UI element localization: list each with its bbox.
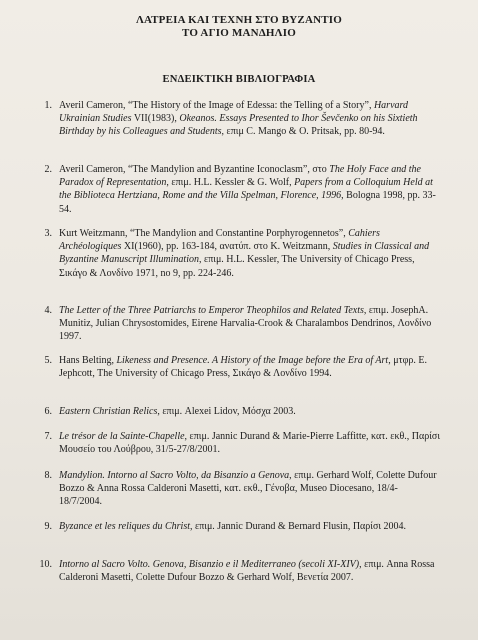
entry-text (59, 163, 440, 216)
entry-text-segment: , επιμ. JosephA. Munitiz, Julian Chrysostomides, Eirene Harvalia-Crook & Charalambos Dendrinos, Λονδίνο 1997. (59, 305, 432, 343)
entry-text-segment: , επιμ. Alexei Lidov, Μόσχα 2003. (157, 406, 296, 417)
entry-number: 6. (44, 406, 52, 417)
entry-title-italic: Harvard Ukrainian Studies (59, 100, 409, 125)
entry-text-segment: , επιμ. Gerhard Wolf, Colette Dufour Bozzo & Anna Rossa Calderoni Masetti, κατ. εκθ., Γένοβα, Museo Diocesano, 18/4-18/7/2004. (59, 470, 437, 508)
entry-title-italic: Intorno al Sacro Volto. Genova, Bisanzio e il Mediterraneo (secoli XI-XIV) (59, 559, 360, 570)
entry-text-segment: Kurt Weitzmann, “The Mandylion and Constantine Porphyrogennetos”, (59, 228, 349, 239)
entry-text-segment: , επιμ C. Mango & O. Pritsak, pp. 80-94. (221, 126, 385, 138)
entry-text-segment: , επιμ. Jannic Durand & Bernard Flusin, Παρίσι 2004. (190, 521, 407, 532)
entry-title-italic: Mandylion. Intorno al Sacro Volto, da Bisanzio a Genova (59, 470, 290, 481)
bibliography-entry (36, 227, 440, 280)
entry-text (59, 558, 440, 584)
document-subtitle: ΤΟ ΑΓΙΟ ΜΑΝΔΗΛΙΟ (181, 27, 296, 39)
entry-text (59, 405, 440, 418)
bibliography-entry (36, 405, 440, 418)
entry-text-segment: , επιμ. Anna Rossa Calderoni Masetti, Colette Dufour Bozzo & Gerhard Wolf, Βενετία 2007. (59, 559, 435, 584)
entry-text-segment: XI(1960), pp. 163-184, ανατύπ. στο K. Weitzmann, (121, 241, 333, 253)
bibliography-entry (36, 520, 440, 533)
entry-text-segment: Hans Belting, (59, 355, 117, 366)
entry-number: 2. (44, 164, 52, 175)
entry-title-italic: Eastern Christian Relics (59, 406, 158, 417)
bibliography-entry (36, 354, 440, 380)
entry-text-segment: , επιμ. Jannic Durand & Marie-Pierre Laffitte, κατ. εκθ., Παρίσι Μουσείο του Λούβρου, 31/5-27/8/2001. (59, 431, 441, 456)
entry-text-segment: Averil Cameron, “The History of the Image of Edessa: the Telling of a Story”, (59, 100, 374, 111)
entry-text (59, 227, 440, 280)
bibliography-entry (36, 304, 440, 344)
entry-text-segment: , επιμ. H.L. Kessler, The University of Chicago Press, Σικάγο & Λονδίνο 1971, no 9, pp. 224-246. (59, 254, 415, 279)
entry-text (59, 520, 440, 533)
entry-text (59, 99, 440, 139)
entry-number: 9. (44, 521, 52, 532)
entry-title-italic: Studies in Classical and Byzantine Manuscript Illumination (59, 241, 430, 266)
entry-title-italic: Likeness and Presence. A History of the Image before the Era of Art (116, 355, 389, 366)
entry-title-italic: Le trésor de la Sainte-Chapelle (59, 431, 185, 442)
entry-title-italic: Papers from a Colloquium Held at the Biblioteca Hertziana, Rome and the Villa Spelman, Florence, 1996 (59, 177, 433, 202)
entry-text-segment: VII(1983), (131, 113, 180, 125)
entry-number: 10. (39, 559, 52, 570)
entry-text-segment: Averil Cameron, “The Mandylion and Byzantine Iconoclasm”, στο (59, 164, 330, 175)
entry-number: 1. (44, 100, 52, 111)
entry-text (59, 469, 440, 509)
bibliography-entry (36, 430, 440, 456)
entry-title-italic: Byzance et les reliques du Christ (59, 521, 190, 532)
bibliography-entry (36, 469, 440, 509)
entry-title-italic: The Letter of the Three Patriarchs to Emperor Theophilos and Related Texts (59, 305, 364, 316)
entry-title-italic: The Holy Face and the Paradox of Representation (59, 164, 421, 189)
bibliography-entry (36, 558, 440, 584)
entry-title-italic: Okeanos. Essays Presented to Ihor Ševčenko on his Sixtieth Birthday by his Colleagues and Students (59, 113, 418, 138)
bibliography-entry (36, 99, 440, 139)
entry-text-segment: , επιμ. H.L. Kessler & G. Wolf, (166, 177, 295, 189)
entry-text (59, 304, 440, 344)
document-title: ΛΑΤΡΕΙΑ ΚΑΙ ΤΕΧΝΗ ΣΤΟ ΒΥΖΑΝΤΙΟ (135, 14, 343, 26)
entry-number: 4. (44, 305, 52, 316)
entry-text (59, 430, 440, 456)
entry-text (59, 354, 440, 380)
entry-number: 5. (44, 355, 52, 366)
entry-title-italic: Cahiers Archéologiques (59, 228, 380, 253)
section-title: ΕΝΔΕΙΚΤΙΚΗ ΒΙΒΛΙΟΓΡΑΦΙΑ (162, 74, 316, 85)
entry-number: 8. (44, 470, 52, 481)
entry-text-segment: , μτφρ. E. Jephcott, The University of Chicago Press, Σικάγο & Λονδίνο 1994. (59, 355, 427, 380)
entry-text-segment: , Bologna 1998, pp. 33-54. (59, 190, 436, 215)
entry-number: 3. (44, 228, 52, 239)
bibliography-entry (36, 163, 440, 216)
entry-number: 7. (44, 431, 52, 442)
